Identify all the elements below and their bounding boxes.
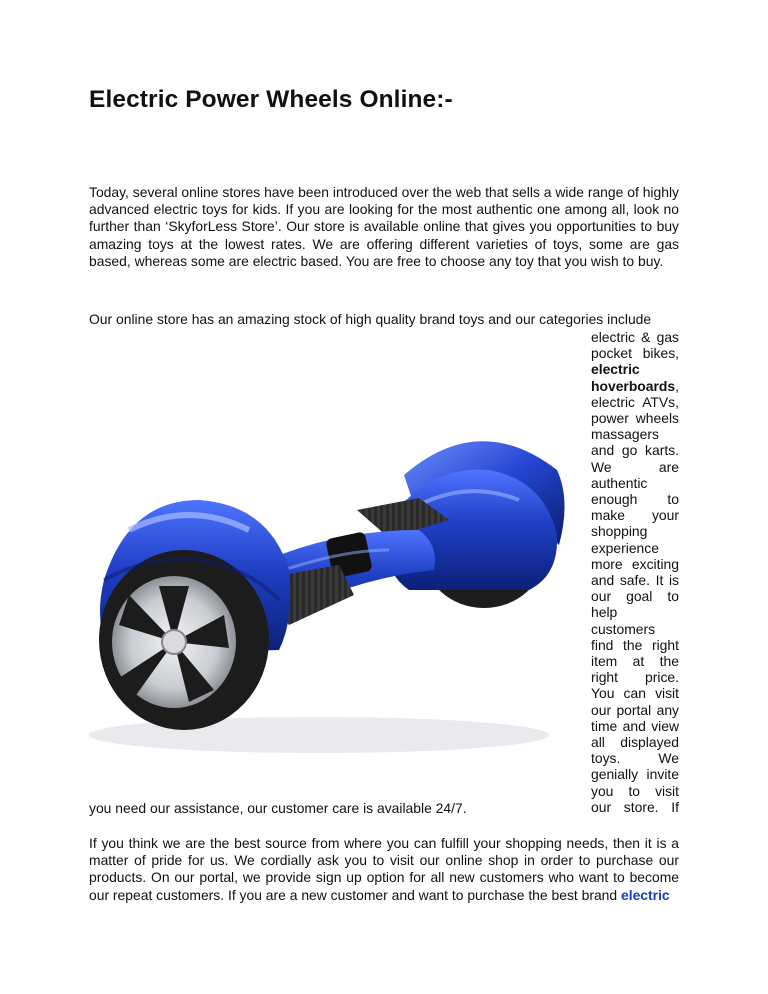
column-text-before-link: electric & gas pocket bikes, — [591, 329, 679, 362]
electric-link[interactable]: electric — [621, 886, 670, 903]
column-text-after-link: , electric ATVs, power wheels massagers and go karts. We are authentic enough to make your shopping experience more exciting and safe. It is our goal to help customers find the right item at the right price. You can visit our portal any time and view all displayed toys. We genially invite you to visit our store. If — [591, 377, 679, 815]
front-wheel-assembly — [99, 500, 290, 730]
store-paragraph-column — [591, 329, 679, 815]
store-paragraph-tail: you need our assistance, our customer care is available 24/7. — [89, 800, 467, 816]
intro-paragraph: Today, several online stores have been introduced over the web that sells a wide range of highly advanced electric toys for kids. If you are looking for the most authentic one among all, look no further than ‘SkyforLess Store’. Our store is available online that gives you opportunities to buy amazing toys at the lowest rates. We are offering different varieties of toys, some are gas based, whereas some are electric based. You are free to choose any toy that you wish to buy. — [89, 184, 679, 269]
hoverboard-image — [89, 380, 579, 780]
store-paragraph-lead: Our online store has an amazing stock of high quality brand toys and our categories include — [89, 311, 652, 327]
closing-paragraph — [89, 835, 679, 904]
electric-hoverboards-link[interactable]: electric hoverboards — [591, 361, 676, 394]
page-title: Electric Power Wheels Online:- — [89, 86, 453, 113]
closing-paragraph-text: If you think we are the best source from where you can fulfill your shopping needs, then it is a matter of pride for us. We cordially ask you to visit our online shop in order to purchase our products. On our portal, we provide sign up option for all new customers who want to become our repeat customers. If you are a new customer and want to purchase the best brand — [89, 835, 679, 903]
